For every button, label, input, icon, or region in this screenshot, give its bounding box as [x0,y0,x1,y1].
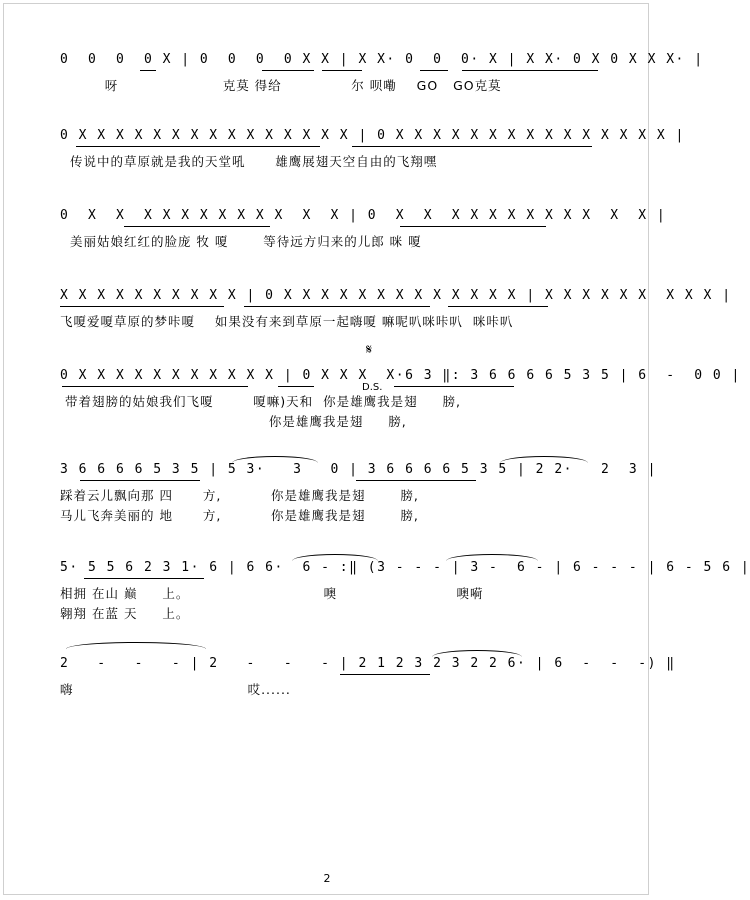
score-system-3 [0,208,667,288]
slur [446,554,538,561]
slur [66,642,206,649]
underline [394,386,514,387]
lyric-line: 嗨 哎...... [60,682,291,697]
notation-line: 0 X X X X X X X X X X X | 0 X X X X·6 3 ‖: 3 6 6 6 6 5 3 5 | 6 - 0 0 | [60,368,741,383]
notation-line: X X X X X X X X X X | 0 X X X X X X X X X X X X X | X X X X X X X X X | [60,288,732,303]
notation-line: 0 X X X X X X X X X X X X | 0 X X X X X X X X X X X X | [60,208,667,223]
underline [340,674,430,675]
score-system-7 [0,560,750,640]
lyric-line-verse-2: 马儿飞奔美丽的 地 方, 你是雄鹰我是翅 膀, [60,508,419,523]
notation-line: 0 0 0 0 X | 0 0 0 0 X X | X X· 0 0 0· X | X X· 0 X 0 X X X· | [60,52,704,67]
underline [462,70,598,71]
slur [292,554,378,561]
score-system-1 [0,52,704,132]
lyric-line: 踩着云儿飘向那 四 方, 你是雄鹰我是翅 膀, [60,488,419,503]
underline [352,146,592,147]
lyric-line: 飞嗄爱嗄草原的梦咔嗄 如果没有来到草原一起嗨嗄 嘛呢叭咪咔叭 咪咔叭 [60,314,514,329]
notation-line: 3 6 6 6 6 5 3 5 | 5 3· 3 0 | 3 6 6 6 6 5 3 5 | 2 2· 2 3 | [60,462,657,477]
underline [278,386,314,387]
underline [244,306,430,307]
underline [140,70,156,71]
underline [448,306,548,307]
underline [62,386,248,387]
underline [400,226,546,227]
notation-line: 5· 5 5 6 2 3 1· 6 | 6 6· 6 - :‖ (3 - - - | 3 - 6 - | 6 - - - | 6 - 5 6 | [60,560,750,575]
underline [124,226,270,227]
ds-marking: D.S. [362,382,383,393]
underline [356,480,476,481]
page-number: 2 [323,872,331,885]
lyric-line: 呀 克莫 得给 尔 呗嘞 GO GO克莫 [60,78,502,93]
lyric-line: 带着翅膀的姑娘我们飞嗄 嗄嘛)天和 你是雄鹰我是翅 膀, [60,394,461,409]
score-system-5 [0,342,741,448]
lyric-line-verse-2: 你是雄鹰我是翅 膀, [60,414,407,429]
score-system-2 [0,128,685,208]
underline [262,70,314,71]
underline [322,70,362,71]
underline [80,480,200,481]
score-system-6 [0,462,657,542]
underline [60,306,224,307]
score-system-8 [0,656,676,736]
slur [232,456,318,463]
slur [500,456,588,463]
notation-line: 2 - - - | 2 - - - | 2 1 2 3 2 3 2 2 6· | 6 - - -) ‖ [60,656,676,671]
underline [84,578,204,579]
underline [420,70,448,71]
lyric-line: 传说中的草原就是我的天堂吼 雄鹰展翅天空自由的飞翔嘿 [60,154,438,169]
notation-line: 0 X X X X X X X X X X X X X X X | 0 X X X X X X X X X X X X X X X | [60,128,685,143]
lyric-line: 美丽姑娘红红的脸庞 牧 嗄 等待远方归来的儿郎 咪 嗄 [60,234,422,249]
lyric-line-verse-2: 翱翔 在蓝 天 上。 [60,606,190,621]
slur [432,650,522,657]
score-system-4 [0,288,732,368]
underline [76,146,320,147]
lyric-line: 相拥 在山 巅 上。 噢 噢嗬 [60,586,484,601]
segno-icon: 𝄋 [366,342,373,358]
